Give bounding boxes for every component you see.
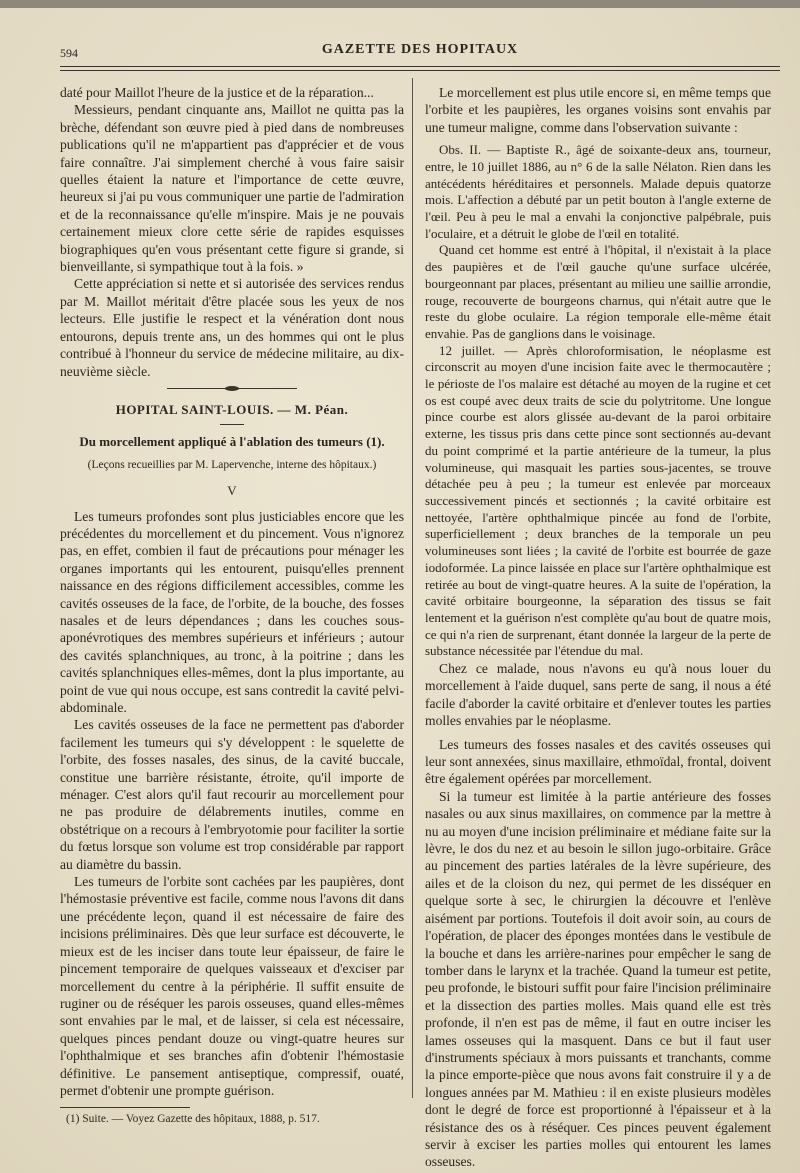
article-title: Du morcellement appliqué à l'ablation des tumeurs (1). bbox=[79, 434, 385, 450]
article-subtitle: (Leçons recueillies par M. Lapervenche, interne des hôpitaux.) bbox=[87, 458, 377, 471]
column-separator bbox=[412, 78, 413, 1098]
left-column bbox=[60, 84, 404, 1126]
short-divider bbox=[220, 424, 244, 425]
paragraph: Les tumeurs profondes sont plus justiciables encore que les précédentes du morcellement et du pincement. Vous n'ignorez pas, en effet, combien il faut de précautions pour ménager les organes importants qui les entourent, puisqu'elles prennent naissance en des régions difficilement accessibles, comme les cavités osseuses de la face, de l'orbite, de la bouche, des fosses nasales et de leurs dépendances ; dans les couches sous-aponévrotiques des membres supérieurs et inférieurs ; autour des cavités splanchniques, au tronc, à la poitrine ; dans les cavités splanchniques elles-mêmes, dont la plus importante, au point de vue qui nous occupe, est sans contredit la cavité pelvi-abdominale. bbox=[60, 508, 404, 715]
observation-paragraph: Quand cet homme est entré à l'hôpital, il n'existait à la place des paupières et de l'œil gauche qu'une surface ulcérée, bourgeonnant par places, présentant au milieu une saillie arrondie, rouge, recouverte de bourgeons charnus, qui n'était autre que le reste du globe oculaire. La région temporale elle-même était envahie. Pas de ganglions dans le voisinage. bbox=[425, 242, 771, 341]
paragraph: Si la tumeur est limitée à la partie antérieure des fosses nasales ou aux sinus maxillaires, on commence par la mettre à nu au moyen d'une incision préliminaire et médiane faite sur la lèvre, le dos du nez et au besoin le sillon jugo-orbitaire. Grâce au pincement des parties latérales de la lèvre supérieure, des ailes et de la cloison du nez, qui permet de les disséquer en quelque sorte à sec, le chirurgien la découvre et l'enlève aisément par portions. Toutefois il doit avoir soin, au cours de l'opération, de placer des éponges montées dans le vestibule de la bouche et dans les arrière-narines pour empêcher le sang de tomber dans le larynx et la trachée. Quand la tumeur est petite, peu profonde, le bistouri suffit pour faire l'incision préliminaire et la dissection des parties molles. Mais quand elle est très profonde, il n'en est pas de même, il faut en outre inciser les lames osseuses qui la masquent. Dans ce but il faut user d'instruments spéciaux à mors puissants et tranchants, comme la pince emporte-pièce que nous avons fait construire il y a de longues années par M. Mathieu : il en existe plusieurs modèles dont le degré de force est proportionné à l'épaisseur et à la résistance des os à réséquer. Ces pinces peuvent également servir à exciser les parties molles qui entourent les lames osseuses. bbox=[425, 788, 771, 1170]
footnote: (1) Suite. — Voyez Gazette des hôpitaux, 1888, p. 517. bbox=[66, 1113, 320, 1126]
journal-title: GAZETTE DES HOPITAUX bbox=[321, 42, 519, 57]
lesson-number: V bbox=[227, 483, 237, 499]
paragraph: Les tumeurs de l'orbite sont cachées par les paupières, dont l'hémostasie préventive est facile, comme nous l'avons dit dans une précédente leçon, quand il est nécessaire de faire des incisions préliminaires. Dès que leur surface est découverte, le mieux est de les inciser dans toute leur épaisseur, de faire le pincement temporaire de quelques vaisseaux et d'exciser par morcellement du centre à la périphérie. Il suffit ensuite de ruginer ou de réséquer les parois osseuses, quand elles-mêmes sont envahies par le mal, et de laisser, si cela est nécessaire, quelques pinces pendant douze ou vingt-quatre heures sur l'ophthalmique et ses branches afin d'obtenir l'hémostasie définitive. Le pansement antiseptique, compressif, ouaté, permet d'obtenir une prompte guérison. bbox=[60, 874, 404, 1098]
page-number: 594 bbox=[60, 46, 78, 60]
page-top-band bbox=[0, 0, 800, 8]
paragraph: daté pour Maillot l'heure de la justice et de la réparation... bbox=[60, 85, 374, 100]
footnote-rule bbox=[60, 1107, 190, 1108]
paragraph: Chez ce malade, nous n'avons eu qu'à nous louer du morcellement à l'aide duquel, sans perte de sang, il nous a été facile d'aborder la cavité orbitaire et d'enlever toutes les parties molles envahies par le néoplasme. bbox=[425, 661, 771, 729]
header-rule-top bbox=[60, 66, 780, 67]
paragraph: Messieurs, pendant cinquante ans, Maillot ne quitta pas la brèche, défendant son œuvre pied à pied dans de nombreuses publications qu'il ne m'appartient pas d'apprécier et de vous faire connaître. J'ai simplement cherché à vous faire saisir quelles étaient la nature et l'importance de cette œuvre, heureux si j'ai pu vous communiquer une partie de l'admiration et de la reconnaissance qu'elle m'inspire. Mais je ne pouvais certainement mieux clore cette série de rapides esquisses biographiques qu'en vous présentant cette figure si grande, si bienveillante, si sympathique tout à la fois. » bbox=[60, 102, 404, 275]
hospital-heading: HOPITAL SAINT-LOUIS. — M. Péan. bbox=[115, 401, 349, 417]
header-rule-bottom bbox=[60, 70, 780, 71]
page-header bbox=[60, 40, 780, 62]
right-column bbox=[425, 84, 771, 1171]
observation-paragraph: 12 juillet. — Après chloroformisation, le néoplasme est circonscrit au moyen d'une incision faite avec le thermocautère ; le périoste de l'os malaire est détaché au moyen de la rugine et cet os est coupé avec deux traits de scie du polytritome. Une longue pince courbe est alors glissée au-devant de la paroi orbitaire externe, les tissus pris dans cette pince sont sectionnés au-devant du point comprimé et la partie antérieure de la tumeur, la plus volumineuse, qui masquait les parties sous-jacentes, se trouve détachée peu à peu ; la tumeur est enlevée par morceaux successivement pincés et sectionnés ; la cavité orbitaire est nettoyée, l'artère ophthalmique pincée au fond de l'orbite, superficiellement ; deux branches de la temporale un peu volumineuses sont liées ; la cavité de l'orbite est bourrée de gaze iodoformée. La pince laissée en place sur l'artère ophthalmique est retirée au bout de vingt-quatre heures. A la suite de l'opération, la cavité orbitaire bourgeonne, la séparation des tissus se fait lentement et la guérison n'est complète qu'au bout de quatre mois, ce qui n'a rien de surprenant, étant donnée la largeur de la perte de substance nécessitée par l'étendue du mal. bbox=[425, 342, 771, 659]
paragraph: Le morcellement est plus utile encore si, en même temps que l'orbite et les paupières, les organes voisins sont envahis par une tumeur maligne, comme dans l'observation suivante : bbox=[425, 85, 771, 135]
paragraph: Les cavités osseuses de la face ne permettent pas d'aborder facilement les tumeurs qui s'y développent : le squelette de l'orbite, des fosses nasales, des sinus, de la cavité buccale, constitue une barrière résistante, étroite, qu'il importe de ménager. C'est alors qu'il faut recourir au morcellement pour ne pas produire de délabrements inutiles, comme en obstétrique on a recours à l'embryotomie pour faciliter la sortie du fœtus lorsque son volume est trop considérable par rapport au diamètre du bassin. bbox=[60, 717, 404, 872]
section-ornament bbox=[167, 388, 297, 389]
paragraph: Cette appréciation si nette et si autorisée des services rendus par M. Maillot méritait d'être placée sous les yeux de nos lecteurs. Elle justifie le respect et la vénération dont nous entourons, depuis trente ans, un des hommes qui ont le plus contribué à l'honneur du service de médecine militaire, au dix-neuvième siècle. bbox=[60, 276, 404, 379]
observation-paragraph: Obs. II. — Baptiste R., âgé de soixante-deux ans, tourneur, entre, le 10 juillet 1886, au n° 6 de la salle Nélaton. Rien dans les antécédents héréditaires et personnels. Malade depuis quatorze mois. L'affection a débuté par un petit bouton à l'angle externe de l'œil. Peu à peu le mal a envahi la conjonctive palpébrale, puis l'oculaire, et a détruit le globe de l'œil en totalité. bbox=[425, 142, 771, 241]
paragraph: Les tumeurs des fosses nasales et des cavités osseuses qui leur sont annexées, sinus maxillaire, ethmoïdal, frontal, doivent être également opérées par morcellement. bbox=[425, 736, 771, 787]
